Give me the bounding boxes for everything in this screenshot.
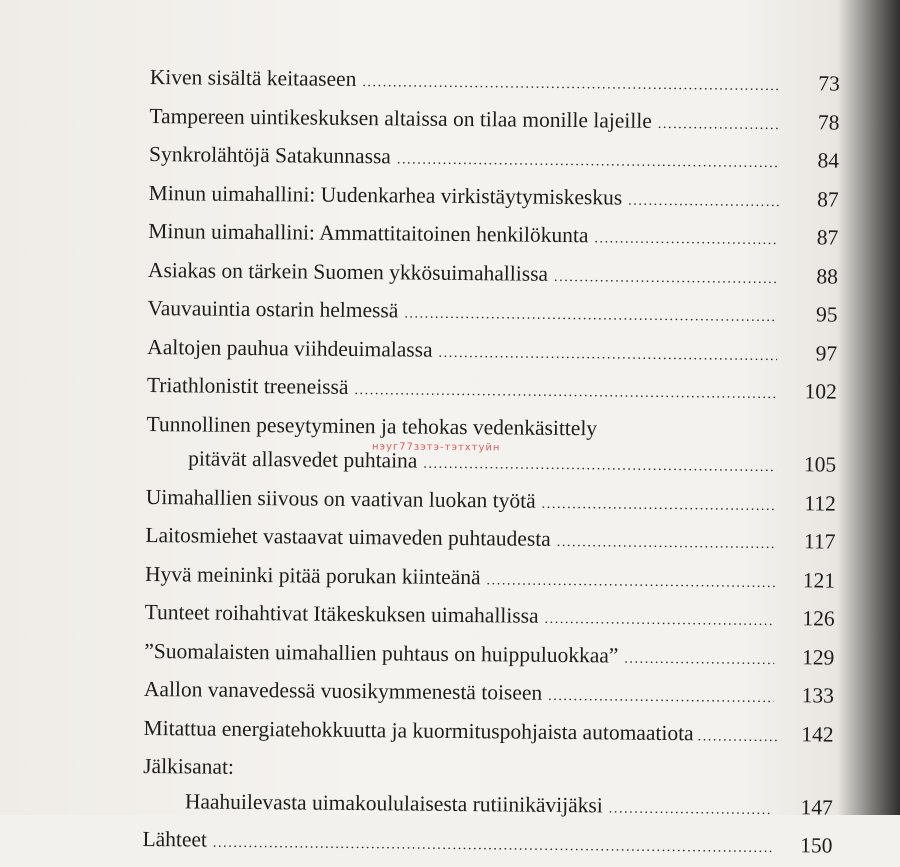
dot-leader bbox=[544, 603, 774, 640]
dot-leader bbox=[557, 526, 776, 563]
dot-leader bbox=[624, 642, 774, 678]
toc-entry bbox=[150, 60, 840, 105]
toc-entry-page: 133 bbox=[801, 683, 835, 708]
toc-entry-title: Minun uimahallini: Ammattitaitoinen henkilökunta bbox=[148, 218, 589, 248]
toc-entry bbox=[145, 556, 835, 601]
dot-leader bbox=[628, 184, 779, 220]
toc-entry-title: Jälkisanat: bbox=[143, 753, 235, 779]
table-of-contents bbox=[142, 60, 840, 867]
dot-leader bbox=[397, 143, 779, 181]
toc-entry-page: 88 bbox=[816, 263, 839, 289]
dot-leader bbox=[658, 107, 780, 143]
dot-leader bbox=[542, 487, 776, 524]
toc-entry-page: 87 bbox=[816, 225, 839, 250]
toc-entry bbox=[143, 783, 833, 828]
toc-entry-page: 112 bbox=[804, 490, 836, 516]
toc-entry-page: 78 bbox=[817, 109, 840, 135]
toc-entry-page: 95 bbox=[815, 302, 838, 327]
toc-entry-title: Laitosmiehet vastaavat uimaveden puhtaudesta bbox=[145, 522, 551, 551]
dot-leader bbox=[594, 222, 778, 258]
dot-leader bbox=[354, 374, 777, 413]
toc-entry bbox=[148, 252, 838, 297]
toc-entry-title: Minun uimahallini: Uudenkarhea virkistäytymiskeskus bbox=[148, 180, 623, 210]
toc-entry bbox=[144, 633, 834, 678]
toc-entry bbox=[144, 595, 834, 640]
toc-entry bbox=[142, 822, 832, 867]
toc-entry-page: 105 bbox=[803, 452, 837, 477]
toc-entry-page: 126 bbox=[802, 606, 835, 631]
toc-entry-page: 121 bbox=[802, 567, 836, 593]
toc-entry-page: 147 bbox=[800, 794, 833, 820]
red-stamp-text: нэуг77зэтэ-тэтхтуйн bbox=[371, 441, 501, 454]
dot-leader bbox=[438, 336, 777, 374]
toc-entry-title: Kiven sisältä keitaaseen bbox=[149, 64, 357, 91]
toc-entry-page: 73 bbox=[818, 71, 840, 96]
toc-entry bbox=[148, 214, 838, 259]
toc-entry-title: Triathlonistit treeneissä bbox=[146, 372, 349, 399]
toc-entry-title: Uimahallien siivous on vaativan luokan työtä bbox=[145, 484, 536, 513]
toc-entry-page: 117 bbox=[803, 529, 836, 554]
dot-leader bbox=[362, 66, 780, 105]
toc-entry-title: Asiakas on tärkein Suomen ykkösuimahallissa bbox=[147, 257, 549, 286]
toc-entry-title-continued: pitävät allasvedet puhtaina bbox=[188, 446, 418, 473]
toc-entry bbox=[149, 98, 839, 143]
dot-leader bbox=[554, 260, 778, 297]
toc-entry-title: Aallon vanavedessä vuosikymmenestä toiseen bbox=[143, 676, 543, 705]
toc-entry bbox=[147, 291, 837, 336]
dot-leader bbox=[609, 792, 773, 828]
toc-entry bbox=[143, 710, 833, 755]
toc-entry-title: ”Suomalaisten uimahallien puhtaus on huippuluokkaa” bbox=[144, 638, 619, 668]
toc-entry bbox=[146, 479, 836, 524]
toc-entry bbox=[149, 175, 839, 220]
toc-entry bbox=[145, 518, 835, 563]
toc-entry-title: Vauvauintia ostarin helmessä bbox=[147, 295, 399, 323]
toc-entry-title: Tunnollinen peseytyminen ja tehokas vedenkäsittely bbox=[146, 411, 598, 440]
toc-entry-title: Mitattua energiatehokkuutta ja kuormituspohjaista automaatiota bbox=[143, 715, 694, 745]
toc-entry-title-continued: Haahuilevasta uimakoululaisesta rutiinikävijäksi bbox=[184, 788, 603, 817]
toc-entry-title: Lähteet bbox=[142, 826, 208, 852]
toc-entry bbox=[147, 329, 837, 374]
toc-entry-page: 102 bbox=[804, 379, 837, 404]
toc-entry-page: 129 bbox=[801, 644, 835, 670]
toc-entry bbox=[149, 137, 839, 182]
toc-entry-title: Hyvä meininki pitää porukan kiinteänä bbox=[144, 561, 481, 589]
toc-entry-page: 84 bbox=[817, 148, 840, 173]
toc-entry-title: Aaltojen pauhua viihdeuimalassa bbox=[147, 334, 433, 362]
dot-leader bbox=[697, 720, 777, 755]
toc-entry-title: Synkrolähtöjä Satakunnassa bbox=[148, 141, 392, 169]
dot-leader bbox=[404, 297, 778, 335]
toc-entry bbox=[147, 368, 837, 413]
dot-leader bbox=[548, 680, 774, 717]
toc-entry-page: 97 bbox=[815, 340, 838, 366]
dot-leader bbox=[486, 564, 775, 601]
toc-entry-page: 150 bbox=[800, 833, 833, 858]
dot-leader bbox=[213, 827, 773, 867]
toc-entry-title: Tampereen uintikeskuksen altaissa on tilaa monille lajeille bbox=[149, 103, 652, 133]
toc-entry bbox=[144, 672, 834, 717]
toc-entry-page: 142 bbox=[801, 721, 834, 747]
toc-entry-page: 87 bbox=[817, 186, 839, 212]
toc-entry-title: Tunteet roihahtivat Itäkeskuksen uimahallissa bbox=[144, 599, 539, 628]
